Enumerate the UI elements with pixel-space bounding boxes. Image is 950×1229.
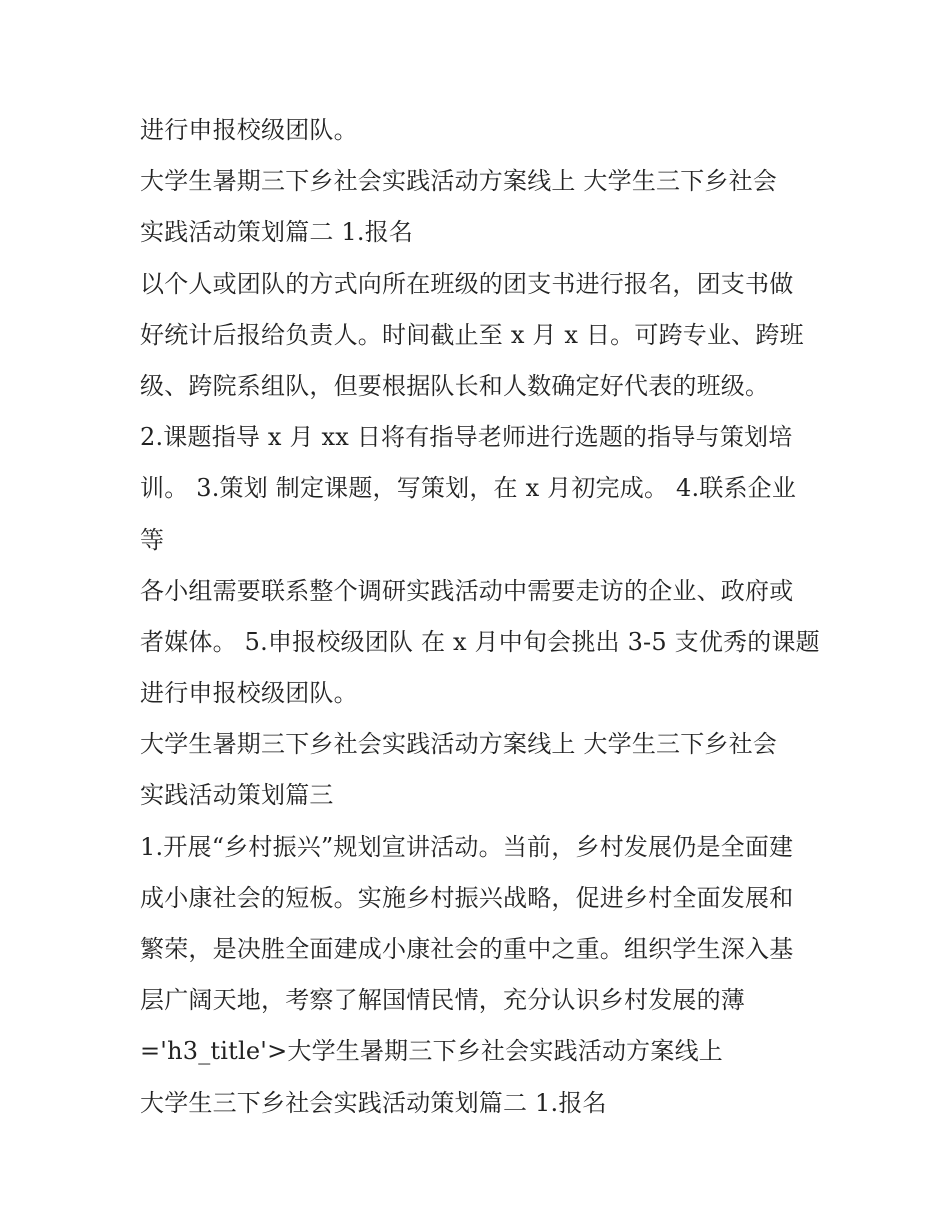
text-line: 大学生三下乡社会实践活动策划篇二 1.报名 (140, 1088, 607, 1117)
text-line: 层广阔天地，考察了解国情民情，充分认识乡村发展的薄 (140, 986, 745, 1015)
text-line: 各小组需要联系整个调研实践活动中需要走访的企业、政府或 (140, 576, 794, 605)
text-line: 繁荣，是决胜全面建成小康社会的重中之重。组织学生深入基 (140, 935, 794, 963)
text-line: 进行申报校级团队。 (140, 679, 358, 708)
text-line: 2.课题指导 x 月 xx 日将有指导老师进行选题的指导与策划培 (140, 423, 793, 452)
text-line: 进行申报校级团队。 (140, 116, 358, 144)
text-line: 好统计后报给负责人。时间截止至 x 月 x 日。可跨专业、跨班 (140, 320, 804, 349)
text-line: 大学生暑期三下乡社会实践活动方案线上 大学生三下乡社会 (140, 167, 778, 196)
text-line: 大学生暑期三下乡社会实践活动方案线上 大学生三下乡社会 (140, 730, 778, 759)
text-line: 1.开展“乡村振兴”规划宣讲活动。当前，乡村发展仍是全面建 (140, 832, 794, 861)
text-line: 级、跨院系组队，但要根据队长和人数确定好代表的班级。 (140, 371, 770, 400)
text-line: 成小康社会的短板。实施乡村振兴战略，促进乡村全面发展和 (140, 883, 794, 912)
document-body (140, 105, 830, 1129)
text-line: 实践活动策划篇三 (140, 781, 334, 810)
text-line: ='h3_title'>大学生暑期三下乡社会实践活动方案线上 (140, 1037, 723, 1066)
text-line: 实践活动策划篇二 1.报名 (140, 218, 414, 247)
text-line: 训。 3.策划 制定课题，写策划，在 x 月初完成。 4.联系企业 (140, 474, 797, 503)
text-line: 以个人或团队的方式向所在班级的团支书进行报名，团支书做 (140, 269, 794, 298)
text-line: 等 (140, 525, 165, 554)
text-line: 者媒体。 5.申报校级团队 在 x 月中旬会挑出 3-5 支优秀的课题 (140, 627, 820, 656)
